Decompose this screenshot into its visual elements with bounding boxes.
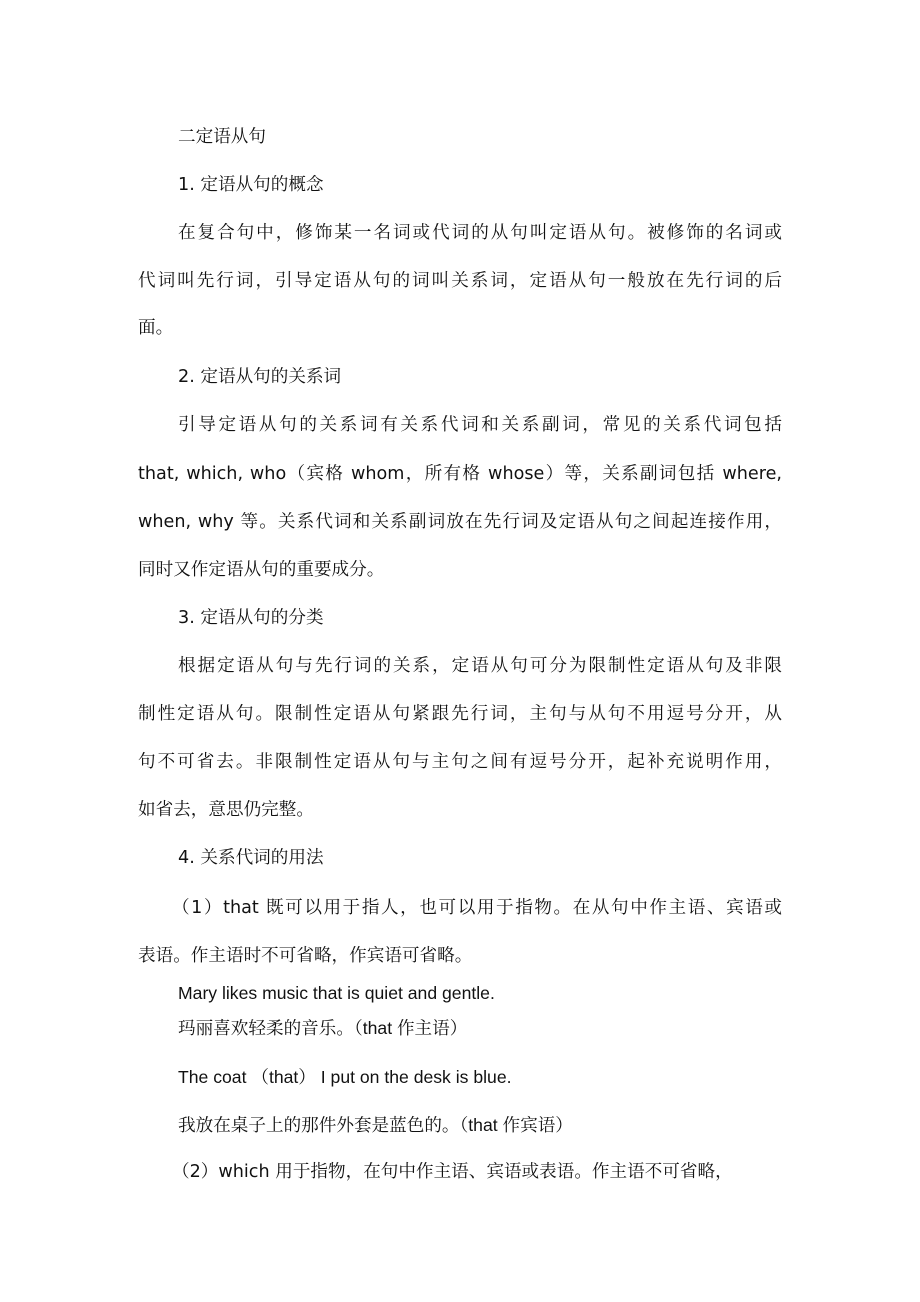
paragraph-line: 代词叫先行词，引导定语从句的词叫关系词，定语从句一般放在先行词的后 bbox=[138, 271, 782, 291]
paragraph-line: 句不可省去。非限制性定语从句与主句之间有逗号分开，起补充说明作用， bbox=[138, 752, 782, 772]
section-title: 二定语从句 bbox=[178, 127, 266, 147]
paragraph-line: 在复合句中，修饰某一名词或代词的从句叫定语从句。被修饰的名词或 bbox=[178, 223, 782, 243]
paragraph-line: 如省去，意思仍完整。 bbox=[138, 800, 314, 820]
paragraph-line: 制性定语从句。限制性定语从句紧跟先行词，主句与从句不用逗号分开，从 bbox=[138, 704, 782, 724]
example-sentence: Mary likes music that is quiet and gentle. bbox=[178, 983, 495, 1003]
example-sentence: The coat （that） I put on the desk is blue. bbox=[178, 1067, 512, 1087]
example-translation: 我放在桌子上的那件外套是蓝色的。（that 作宾语） bbox=[178, 1115, 573, 1135]
paragraph-line: 表语。作主语时不可省略，作宾语可省略。 bbox=[138, 946, 473, 966]
heading-1: 1. 定语从句的概念 bbox=[178, 175, 324, 195]
paragraph-line: （2）which 用于指物，在句中作主语、宾语或表语。作主语不可省略， bbox=[172, 1162, 733, 1182]
heading-2: 2. 定语从句的关系词 bbox=[178, 367, 342, 387]
paragraph-line: （1）that 既可以用于指人，也可以用于指物。在从句中作主语、宾语或 bbox=[172, 898, 782, 918]
paragraph-line: when, why 等。关系代词和关系副词放在先行词及定语从句之间起连接作用， bbox=[138, 512, 782, 532]
heading-3: 3. 定语从句的分类 bbox=[178, 608, 324, 628]
paragraph-line: 同时又作定语从句的重要成分。 bbox=[138, 560, 385, 580]
paragraph-line: 引导定语从句的关系词有关系代词和关系副词，常见的关系代词包括 bbox=[178, 415, 782, 435]
paragraph-line: 根据定语从句与先行词的关系，定语从句可分为限制性定语从句及非限 bbox=[178, 656, 782, 676]
paragraph-line: 面。 bbox=[138, 318, 174, 338]
example-translation: 玛丽喜欢轻柔的音乐。（that 作主语） bbox=[178, 1018, 468, 1038]
heading-4: 4. 关系代词的用法 bbox=[178, 848, 324, 868]
paragraph-line: that, which, who（宾格 whom，所有格 whose）等，关系副词包括 where, bbox=[138, 464, 782, 484]
